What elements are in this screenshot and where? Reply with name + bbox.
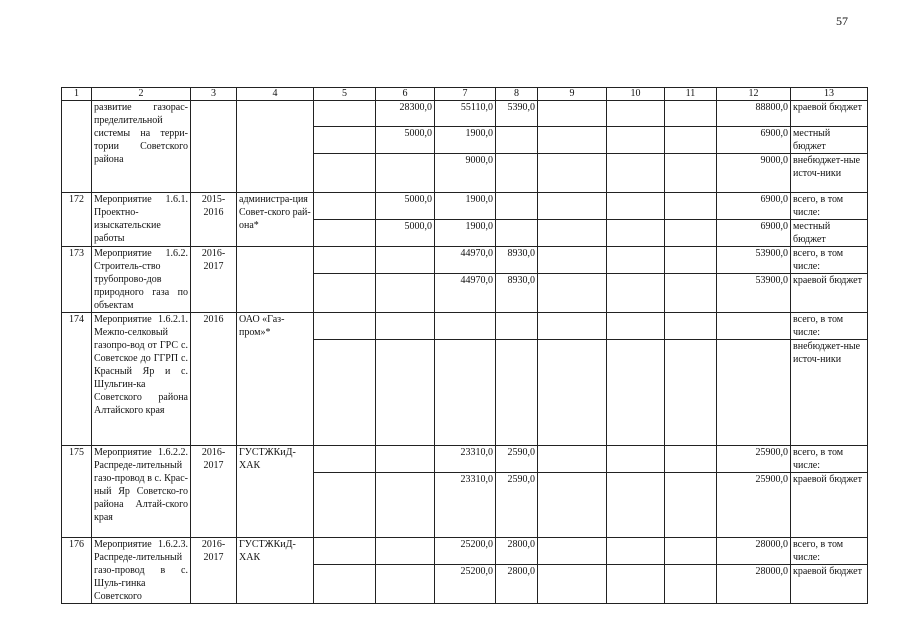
- amount-c8: 2800,0: [496, 538, 538, 565]
- amount-c12: 53900,0: [717, 247, 791, 274]
- amount-c5: [314, 565, 376, 604]
- amount-c12: 28000,0: [717, 565, 791, 604]
- amount-c5: [314, 538, 376, 565]
- activity-name: развитие газорас-пределительной системы на терри-тории Советского района: [92, 101, 191, 193]
- amount-c9: [538, 101, 607, 127]
- amount-c12: 6900,0: [717, 127, 791, 154]
- amount-c6: 28300,0: [376, 101, 435, 127]
- amount-c9: [538, 565, 607, 604]
- funding-source: внебюджет-ные источ-ники: [791, 154, 868, 193]
- column-number: 1: [62, 88, 92, 101]
- amount-c9: [538, 473, 607, 538]
- page-number: 57: [836, 14, 848, 28]
- amount-c9: [538, 446, 607, 473]
- amount-c11: [665, 101, 717, 127]
- amount-c9: [538, 193, 607, 220]
- amount-c10: [607, 220, 665, 247]
- row-index: [62, 101, 92, 193]
- amount-c8: [496, 340, 538, 446]
- amount-c8: [496, 220, 538, 247]
- amount-c5: [314, 220, 376, 247]
- activity-name: Мероприятие 1.6.2.3. Распреде-лительный газо-провод в с. Шуль-гинка Советского: [92, 538, 191, 604]
- activity-name: Мероприятие 1.6.1. Проектно-изыскательские работы: [92, 193, 191, 247]
- amount-c7: 9000,0: [435, 154, 496, 193]
- executor: ГУСТЖКиД-ХАК: [237, 446, 314, 538]
- row-index: 175: [62, 446, 92, 538]
- amount-c9: [538, 154, 607, 193]
- amount-c9: [538, 220, 607, 247]
- amount-c9: [538, 274, 607, 313]
- executor: [237, 247, 314, 313]
- amount-c6: [376, 154, 435, 193]
- amount-c12: 53900,0: [717, 274, 791, 313]
- amount-c7: 44970,0: [435, 247, 496, 274]
- amount-c5: [314, 101, 376, 127]
- amount-c11: [665, 154, 717, 193]
- executor: [237, 101, 314, 193]
- amount-c5: [314, 127, 376, 154]
- period: 2016-2017: [191, 247, 237, 313]
- amount-c8: 2590,0: [496, 473, 538, 538]
- column-number-row: [62, 88, 868, 101]
- amount-c5: [314, 473, 376, 538]
- amount-c11: [665, 538, 717, 565]
- amount-c10: [607, 313, 665, 340]
- amount-c5: [314, 154, 376, 193]
- period: [191, 101, 237, 193]
- amount-c8: 2800,0: [496, 565, 538, 604]
- amount-c10: [607, 538, 665, 565]
- activity-name: Мероприятие 1.6.2.1. Межпо-селковый газопро-вод от ГРС с. Советское до ГГРП с. Красный Яр и с. Шульгин-ка Советского района Алтайского края: [92, 313, 191, 446]
- amount-c9: [538, 247, 607, 274]
- amount-c11: [665, 220, 717, 247]
- amount-c12: 6900,0: [717, 220, 791, 247]
- amount-c7: 23310,0: [435, 446, 496, 473]
- amount-c8: [496, 154, 538, 193]
- amount-c5: [314, 313, 376, 340]
- executor: ОАО «Газ-пром»*: [237, 313, 314, 446]
- amount-c11: [665, 193, 717, 220]
- amount-c6: 5000,0: [376, 193, 435, 220]
- funding-source: краевой бюджет: [791, 473, 868, 538]
- amount-c6: 5000,0: [376, 127, 435, 154]
- table-body: [62, 88, 868, 604]
- amount-c9: [538, 127, 607, 154]
- amount-c6: [376, 446, 435, 473]
- activity-name: Мероприятие 1.6.2.2. Распреде-лительный газо-провод в с. Крас-ный Яр Советско-го района Алтай-ского края: [92, 446, 191, 538]
- amount-c6: [376, 274, 435, 313]
- amount-c7: 25200,0: [435, 565, 496, 604]
- amount-c8: 5390,0: [496, 101, 538, 127]
- amount-c6: [376, 247, 435, 274]
- table-row: [62, 101, 868, 127]
- column-number: 9: [538, 88, 607, 101]
- amount-c12: 88800,0: [717, 101, 791, 127]
- amount-c9: [538, 313, 607, 340]
- amount-c8: 8930,0: [496, 274, 538, 313]
- amount-c9: [538, 538, 607, 565]
- amount-c7: 1900,0: [435, 193, 496, 220]
- amount-c8: 2590,0: [496, 446, 538, 473]
- amount-c10: [607, 274, 665, 313]
- column-number: 7: [435, 88, 496, 101]
- funding-source: всего, в том числе:: [791, 313, 868, 340]
- column-number: 13: [791, 88, 868, 101]
- funding-source: всего, в том числе:: [791, 193, 868, 220]
- row-index: 172: [62, 193, 92, 247]
- amount-c5: [314, 340, 376, 446]
- amount-c5: [314, 274, 376, 313]
- funding-source: внебюджет-ные источ-ники: [791, 340, 868, 446]
- activity-name: Мероприятие 1.6.2. Строитель-ство трубопрово-дов природного газа по объектам: [92, 247, 191, 313]
- amount-c11: [665, 274, 717, 313]
- amount-c11: [665, 473, 717, 538]
- amount-c5: [314, 247, 376, 274]
- funding-source: местный бюджет: [791, 127, 868, 154]
- column-number: 8: [496, 88, 538, 101]
- amount-c6: [376, 538, 435, 565]
- amount-c12: [717, 313, 791, 340]
- row-index: 176: [62, 538, 92, 604]
- column-number: 5: [314, 88, 376, 101]
- amount-c7: [435, 313, 496, 340]
- amount-c8: [496, 193, 538, 220]
- amount-c7: 23310,0: [435, 473, 496, 538]
- amount-c10: [607, 446, 665, 473]
- period: 2016-2017: [191, 446, 237, 538]
- amount-c8: [496, 127, 538, 154]
- period: 2016-2017: [191, 538, 237, 604]
- column-number: 3: [191, 88, 237, 101]
- amount-c8: 8930,0: [496, 247, 538, 274]
- amount-c10: [607, 340, 665, 446]
- column-number: 6: [376, 88, 435, 101]
- period: 2015-2016: [191, 193, 237, 247]
- column-number: 2: [92, 88, 191, 101]
- amount-c7: 1900,0: [435, 220, 496, 247]
- amount-c7: 1900,0: [435, 127, 496, 154]
- amount-c12: 6900,0: [717, 193, 791, 220]
- amount-c10: [607, 127, 665, 154]
- amount-c6: [376, 340, 435, 446]
- amount-c7: 55110,0: [435, 101, 496, 127]
- amount-c10: [607, 473, 665, 538]
- row-index: 174: [62, 313, 92, 446]
- amount-c11: [665, 340, 717, 446]
- amount-c7: 25200,0: [435, 538, 496, 565]
- amount-c8: [496, 313, 538, 340]
- row-index: 173: [62, 247, 92, 313]
- column-number: 11: [665, 88, 717, 101]
- amount-c5: [314, 193, 376, 220]
- amount-c11: [665, 565, 717, 604]
- amount-c11: [665, 247, 717, 274]
- amount-c12: 28000,0: [717, 538, 791, 565]
- column-number: 12: [717, 88, 791, 101]
- amount-c7: 44970,0: [435, 274, 496, 313]
- executor: администра-ция Совет-ского рай-она*: [237, 193, 314, 247]
- amount-c6: [376, 473, 435, 538]
- funding-source: всего, в том числе:: [791, 247, 868, 274]
- funding-source: краевой бюджет: [791, 274, 868, 313]
- funding-source: местный бюджет: [791, 220, 868, 247]
- amount-c9: [538, 340, 607, 446]
- column-number: 4: [237, 88, 314, 101]
- amount-c11: [665, 446, 717, 473]
- executor: ГУСТЖКиД-ХАК: [237, 538, 314, 604]
- amount-c7: [435, 340, 496, 446]
- amount-c12: 25900,0: [717, 446, 791, 473]
- amount-c6: [376, 565, 435, 604]
- funding-source: всего, в том числе:: [791, 538, 868, 565]
- funding-source: краевой бюджет: [791, 101, 868, 127]
- amount-c5: [314, 446, 376, 473]
- funding-source: краевой бюджет: [791, 565, 868, 604]
- amount-c10: [607, 247, 665, 274]
- budget-table: [61, 87, 868, 604]
- amount-c12: 9000,0: [717, 154, 791, 193]
- table-row: [62, 446, 868, 473]
- column-number: 10: [607, 88, 665, 101]
- amount-c10: [607, 193, 665, 220]
- period: 2016: [191, 313, 237, 446]
- amount-c10: [607, 565, 665, 604]
- amount-c6: [376, 313, 435, 340]
- table-row: [62, 193, 868, 220]
- amount-c11: [665, 313, 717, 340]
- amount-c12: [717, 340, 791, 446]
- amount-c11: [665, 127, 717, 154]
- amount-c12: 25900,0: [717, 473, 791, 538]
- table-row: [62, 313, 868, 340]
- amount-c10: [607, 101, 665, 127]
- amount-c10: [607, 154, 665, 193]
- table-row: [62, 247, 868, 274]
- funding-source: всего, в том числе:: [791, 446, 868, 473]
- amount-c6: 5000,0: [376, 220, 435, 247]
- table-row: [62, 538, 868, 565]
